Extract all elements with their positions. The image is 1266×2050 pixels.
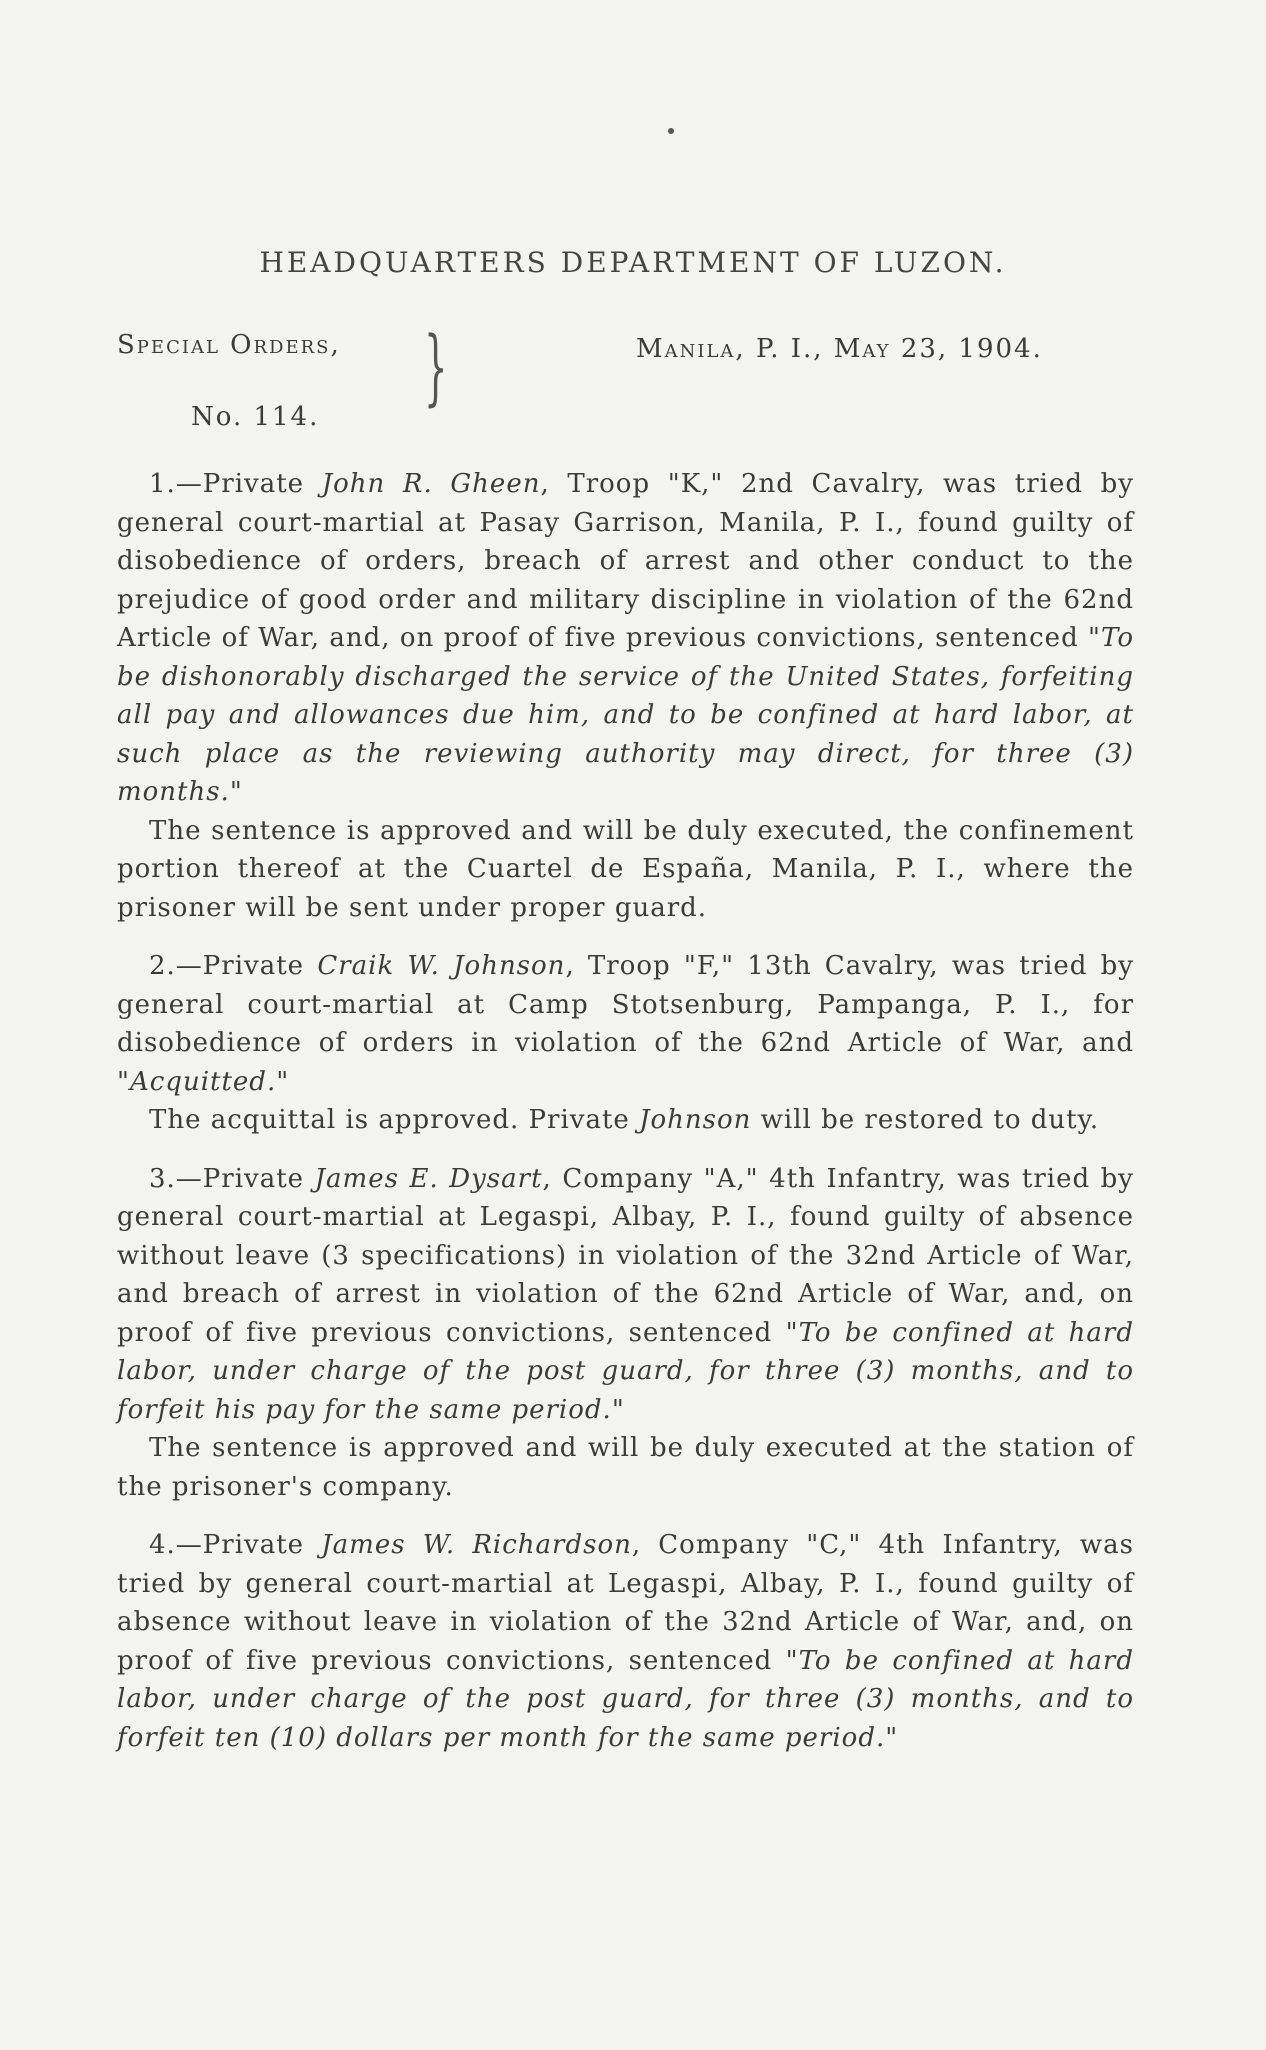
text-run: " (229, 777, 243, 807)
order-action (117, 812, 1134, 928)
text-run: 2.—Private (149, 951, 318, 981)
special-orders-label: Special Orders, (117, 330, 341, 360)
text-run: , Company "A," 4th Infantry, was tried by general court-martial at Legaspi, Albay, P. I., found guilty of absence without leave (3 specifications) in violation of the 32nd Article of War, and breach of arrest in violation of the 62nd Article of War, and, on proof of five previous convictions, sentenced " (117, 1163, 1134, 1348)
italic-text-run: Craik W. Johnson (317, 951, 566, 981)
text-run: The acquittal is approved. Private (149, 1105, 640, 1135)
page-title: HEADQUARTERS DEPARTMENT OF LUZON. (259, 246, 1007, 279)
ink-dot (668, 128, 674, 134)
order-action (117, 1429, 1134, 1506)
text-run: 1.—Private (149, 469, 322, 499)
text-run: The sentence is approved and will be duly executed at the station of the prisoner's company. (117, 1433, 1134, 1502)
order-paragraph (117, 465, 1134, 812)
text-run: 3.—Private (149, 1163, 315, 1194)
text-run: , Troop "F," 13th Cavalry, was tried by general court-martial at Camp Stotsenburg, Pampanga, P. I., for disobedience of orders in violation of the 62nd Article of War, and " (117, 951, 1134, 1097)
order-action (117, 1101, 1134, 1140)
special-orders-number: No. 114. (191, 402, 320, 432)
italic-text-run: Johnson (639, 1105, 752, 1135)
text-run: " (276, 1066, 290, 1097)
order-paragraph (117, 1160, 1134, 1430)
text-run: , Company "C," 4th Infantry, was tried by general court-martial at Legaspi, Albay, P. I., found guilty of absence without leave in violation of the 32nd Article of War, and, on proof of five previous convictions, sentenced " (117, 1530, 1134, 1676)
text-run: , Troop "K," 2nd Cavalry, was tried by general court-martial at Pasay Garrison, Manila, P. I., found guilty of disobedience of orders, breach of arrest and other conduct to the prejudice of good order and military discipline in violation of the 62nd Article of War, and, on proof of five previous convictions, sentenced " (117, 469, 1134, 653)
text-run: " (611, 1394, 625, 1425)
order-paragraph (117, 947, 1134, 1101)
italic-text-run: John R. Gheen (321, 469, 541, 499)
italic-text-run: Acquitted. (129, 1066, 277, 1097)
dateline: Manila, P. I., May 23, 1904. (636, 334, 1043, 364)
italic-text-run: To be confined at hard labor, under charge of the post guard, for three (3) months, and to forfeit ten (10) dollars per month for the same period. (117, 1645, 1135, 1753)
orders-body (117, 465, 1134, 1757)
brace-icon: } (424, 320, 448, 415)
italic-text-run: To be confined at hard labor, under charge of the post guard, for three (3) months, and to forfeit his pay for the same period. (117, 1317, 1135, 1425)
text-run: The sentence is approved and will be duly executed, the confinement portion thereof at the Cuartel de España, Manila, P. I., where the prisoner will be sent under proper guard. (117, 815, 1134, 923)
order-paragraph (117, 1526, 1134, 1757)
italic-text-run: James E. Dysart (314, 1163, 543, 1194)
text-run: " (885, 1722, 899, 1753)
text-run: 4.—Private (149, 1530, 322, 1560)
text-run: will be restored to duty. (751, 1105, 1100, 1135)
italic-text-run: To be dishonorably discharged the service of the United States, forfeiting all pay and allowances due him, and to be confined at hard labor, at such place as the reviewing authority may direct, for three (3) months. (117, 623, 1134, 807)
italic-text-run: James W. Richardson (321, 1530, 632, 1560)
special-orders-block (117, 330, 341, 432)
